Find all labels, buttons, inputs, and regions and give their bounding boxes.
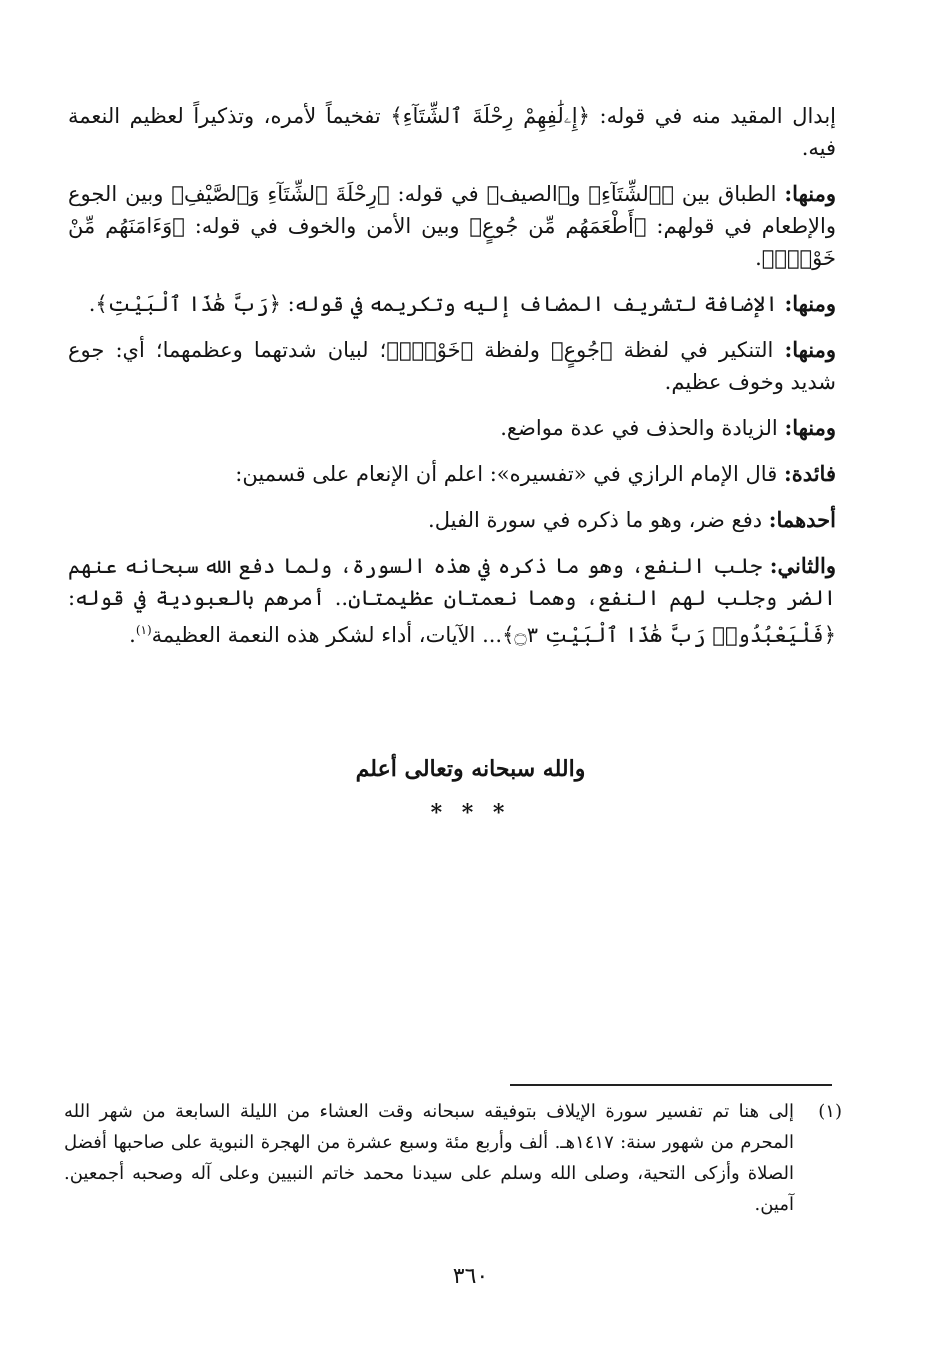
label-minha: ومنها: xyxy=(784,337,836,362)
label-ahaduhuma: أحدهما: xyxy=(768,507,836,532)
footnote-text: إلى هنا تم تفسير سورة الإيلاف بتوفيقه سبحانه وقت العشاء من الليلة السابعة من شهر الله المحرم من شهور سنة: ١٤١٧هـ. ألف وأربع مئة وسبع عشرة من الهجرة النبوية على صاحبها أفضل الصلاة وأزكى التحية، وصلى الله وسلم على سيدنا محمد خاتم النبيين وعلى آله وصحبه أجمعين. آمين. xyxy=(64,1101,795,1215)
paragraph-6-body: قال الإمام الرازي في «تفسيره»: اعلم أن الإنعام على قسمين: xyxy=(235,462,778,486)
label-minha: ومنها: xyxy=(784,181,836,206)
paragraph-7-body: دفع ضر، وهو ما ذكره في سورة الفيل. xyxy=(428,508,763,532)
paragraph-2 xyxy=(68,178,836,274)
footnote-reference[interactable]: (١) xyxy=(135,623,152,637)
paragraph-6 xyxy=(68,458,836,490)
paragraph-4-body: التنكير في لفظة ﴿جُوعٍ﴾ ولفظة ﴿خَوْفٍۭ﴾؛ لبيان شدتهما وعظمهما؛ أي: جوع شديد وخوف عظيم. xyxy=(68,338,836,394)
footnote xyxy=(64,1096,842,1220)
main-text xyxy=(68,100,836,651)
footnote-divider xyxy=(510,1084,832,1086)
paragraph-5-body: الزيادة والحذف في عدة مواضع. xyxy=(500,416,778,440)
closing-phrase: والله سبحانه وتعالى أعلم xyxy=(355,756,586,782)
label-althani: والثاني: xyxy=(769,553,836,578)
paragraph-1: إبدال المقيد منه في قوله: ﴿إِۦلَٰفِهِمْ رِحْلَةَ ٱلشِّتَآءِ﴾ تفخيماً لأمره، وتذكيراً لعظيم النعمة فيه. xyxy=(68,104,836,160)
label-minha: ومنها: xyxy=(784,415,836,440)
paragraph-4 xyxy=(68,334,836,398)
label-faida: فائدة: xyxy=(783,461,836,486)
paragraph-8-body: جلب النفع، وهو ما ذكره في هذه السورة، ولما دفع الله سبحانه عنهم الضر وجلب لهم النفع، وهما نعمتان عظيمتان.. أمرهم بالعبودية في قوله: ﴿فَلْيَعْبُدُوا۟ رَبَّ هَٰذَا ٱلْبَيْتِ ۝٣﴾... الآيات، أداء لشكر هذه النعمة العظيمة xyxy=(68,554,836,647)
section-separator: * * * xyxy=(430,800,511,826)
footnote-number: (١) xyxy=(818,1101,842,1122)
paragraph-5 xyxy=(68,412,836,444)
paragraph-3-body: الإضافة لتشريف المضاف إليه وتكريمه في قوله: ﴿رَبَّ هَٰذَا ٱلْبَيْتِ﴾. xyxy=(88,292,778,316)
paragraph-7 xyxy=(68,504,836,536)
label-minha: ومنها: xyxy=(784,291,836,316)
page-number: ٣٦٠ xyxy=(452,1264,489,1289)
paragraph-2-body: الطباق بين ﴿ٱلشِّتَآءِ﴾ و﴿الصيف﴾ في قوله: ﴿رِحْلَةَ ٱلشِّتَآءِ وَٱلصَّيْفِ﴾ وبين الجوع والإطعام في قولهم: ﴿أَطْعَمَهُم مِّن جُوعٍ﴾ وبين الأمن والخوف في قوله: ﴿وَءَامَنَهُم مِّنْ خَوْفٍۭ﴾. xyxy=(68,182,836,270)
paragraph-8: والثاني: جلب النفع، وهو ما ذكره في هذه السورة، ولما دفع الله سبحانه عنهم الضر وجلب لهم النفع، وهما نعمتان عظيمتان.. أمرهم بالعبودية في قوله: ﴿فَلْيَعْبُدُوا۟ رَبَّ هَٰذَا ٱلْبَيْتِ ۝٣﴾... الآيات، أداء لشكر هذه النعمة العظيمة$^{(١)}$. xyxy=(68,553,836,647)
paragraph-3 xyxy=(68,288,836,320)
